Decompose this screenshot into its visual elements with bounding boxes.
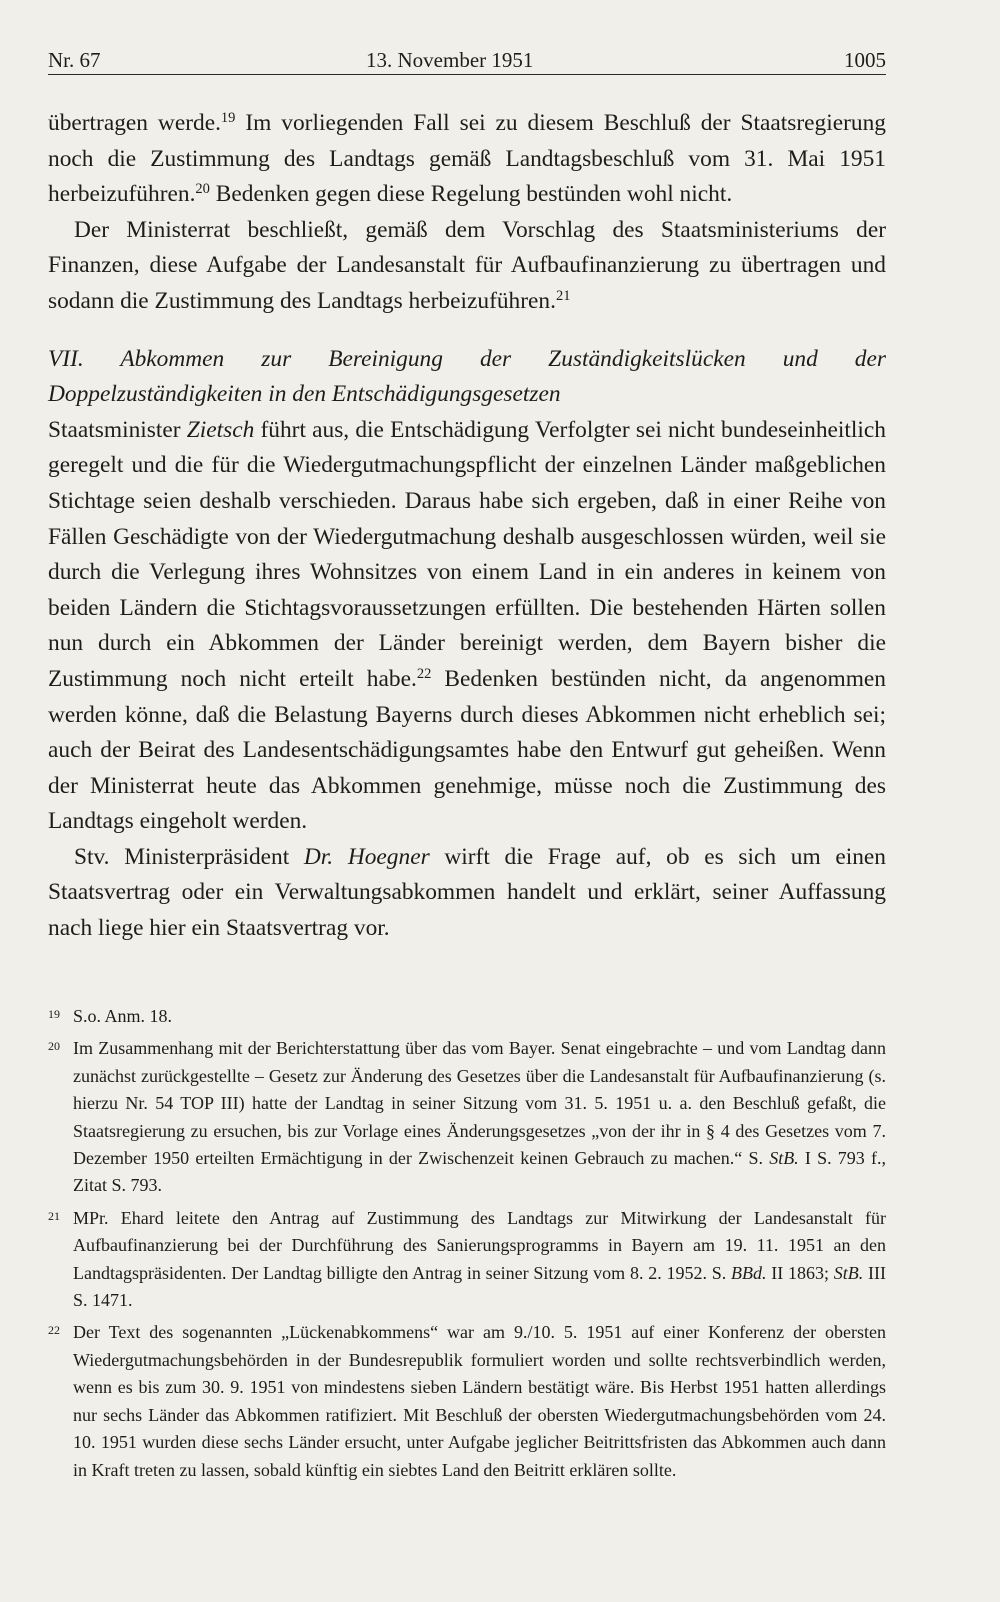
page-number: 1005 xyxy=(844,48,886,72)
text-run: Der Ministerrat beschließt, gemäß dem Vorschlag des Staatsministeriums der Finanzen, diese Aufgabe der Landesanstalt für Aufbaufinanzierung zu übertragen und sodann die Zustimmung des Landtags herbeizuführen. xyxy=(48,216,886,314)
footnote-number: 20 xyxy=(48,1039,60,1054)
text-run: II 1863; xyxy=(766,1262,834,1283)
source-abbreviation: StB. xyxy=(769,1148,799,1169)
text-run: III S. 1471. xyxy=(73,1262,886,1311)
main-text xyxy=(48,106,886,947)
paragraph xyxy=(48,106,886,213)
text-run: I S. 793 f., Zitat S. 793. xyxy=(73,1148,887,1196)
header-date: 13. November 1951 xyxy=(366,48,534,72)
footnote xyxy=(48,1003,886,1030)
paragraph xyxy=(48,413,886,840)
person-name: Dr. Hoegner xyxy=(303,843,430,870)
footnote-number: 22 xyxy=(48,1323,60,1338)
footnote-text xyxy=(73,1003,886,1030)
footnote-ref[interactable]: 20 xyxy=(195,181,210,198)
text-run: führt aus, die Entschädigung Verfolgter sei nicht bundeseinheitlich geregelt und die für die Wiedergutmachungspflicht der einzelnen Länder maßgeblichen Stichtage seien deshalb verschieden. Daraus habe sich ergeben, daß in einer Reihe von Fällen Geschädigte von der Wiedergutmachung deshalb ausgeschlossen würden, weil sie durch die Verlegung ihres Wohnsitzes von einem Land in ein anderes in keinem von beiden Ländern die Stichtagsvoraussetzungen erfüllten. Die bestehenden Härten sollen nun durch ein Abkommen der Länder bereinigt werden, dem Bayern bisher die Zustimmung noch nicht erteilt habe. xyxy=(48,416,886,692)
footnote xyxy=(48,1035,886,1199)
text-run: Staatsminister xyxy=(48,416,187,443)
text-run: wirft die Frage auf, ob es sich um einen Staatsvertrag oder ein Verwaltungsabkommen handelt und erklärt, seiner Auffassung nach liege hier ein Staatsvertrag vor. xyxy=(48,843,886,942)
footnote xyxy=(48,1319,886,1483)
running-header xyxy=(48,40,886,75)
footnote-text xyxy=(73,1205,886,1315)
footnote-text xyxy=(73,1035,886,1199)
person-name: Zietsch xyxy=(186,416,255,443)
source-abbreviation: BBd. xyxy=(730,1262,767,1283)
text-run: Im vorliegenden Fall sei zu diesem Beschluß der Staatsregierung noch die Zustimmung des Landtags gemäß Landtagsbeschluß vom 31. Mai 1951 herbeizuführen. xyxy=(48,110,886,208)
footnote-ref[interactable]: 19 xyxy=(220,110,236,127)
footnotes xyxy=(48,1003,886,1489)
footnote xyxy=(48,1205,886,1315)
text-run: Bedenken gegen diese Regelung bestünden wohl nicht. xyxy=(209,181,733,208)
footnote-number: 19 xyxy=(48,1007,60,1021)
text-run: MPr. Ehard leitete den Antrag auf Zustimmung des Landtags zur Mitwirkung der Landesanstalt für Aufbaufinanzierung bei der Durchführung des Sanierungsprogramms in Bayern am 19. 11. 1951 an den Landtagspräsidenten. Der Landtag billigte den Antrag in seiner Sitzung vom 8. 2. 1952. S. xyxy=(73,1207,886,1283)
text-run: S.o. Anm. 18. xyxy=(73,1006,173,1026)
text-run: Der Text des sogenannten „Lückenabkommens“ war am 9./10. 5. 1951 auf einer Konferenz der obersten Wiedergutmachungsbehörden in der Bundesrepublik formuliert worden und sollte rechtsverbindlich werden, wenn es bis zum 30. 9. 1951 von mindestens sieben Ländern bestätigt wäre. Bis Herbst 1951 hatten allerdings nur sechs Länder das Abkommen ratifiziert. Mit Beschluß der obersten Wiedergutmachungsbehörden vom 24. 10. 1951 wurden diese sechs Länder ersucht, unter Aufgabe jeglicher Beitrittsfristen das Abkommen auch dann in Kraft treten zu lassen, sobald künftig ein siebtes Land den Beitritt erklären sollte. xyxy=(73,1322,886,1480)
footnote-number: 21 xyxy=(48,1208,60,1223)
footnote-ref[interactable]: 21 xyxy=(555,288,571,304)
source-abbreviation: StB. xyxy=(833,1262,864,1283)
section-heading: VII. Abkommen zur Bereinigung der Zuständigkeitslücken und der Doppelzuständigkeiten in den Entschädigungsgesetzen xyxy=(48,345,886,408)
footnote-text xyxy=(73,1319,886,1483)
footnote-ref[interactable]: 22 xyxy=(416,665,432,682)
paragraph xyxy=(48,213,886,320)
text-run: Bedenken bestünden nicht, da angenommen werden könne, daß die Belastung Bayerns durch dieses Abkommen nicht erheblich sei; auch der Beirat des Landesentschädigungsamtes habe den Entwurf gut geheißen. Wenn der Ministerrat heute das Abkommen genehmige, müsse noch die Zustimmung des Landtags eingeholt werden. xyxy=(48,665,886,835)
text-run: Im Zusammenhang mit der Berichterstattung über das vom Bayer. Senat eingebrachte – und vom Landtag dann zunächst zurückgestellte – Gesetz zur Änderung des Gesetzes über die Landesanstalt für Aufbaufinanzierung (s. hierzu Nr. 54 TOP III) hatte der Landtag in seiner Sitzung vom 31. 5. 1951 u. a. den Beschluß gefaßt, die Staatsregierung zu ersuchen, bis zur Vorlage eines Änderungsgesetzes „von der ihr in § 4 des Gesetzes vom 7. Dezember 1950 erteilten Ermächtigung in der Zwischenzeit keinen Gebrauch zu machen.“ S. xyxy=(73,1038,886,1169)
document-number: Nr. 67 xyxy=(48,48,101,72)
text-run: übertragen werde. xyxy=(48,110,221,136)
paragraph xyxy=(48,840,886,947)
text-run: Stv. Ministerpräsident xyxy=(74,843,304,870)
